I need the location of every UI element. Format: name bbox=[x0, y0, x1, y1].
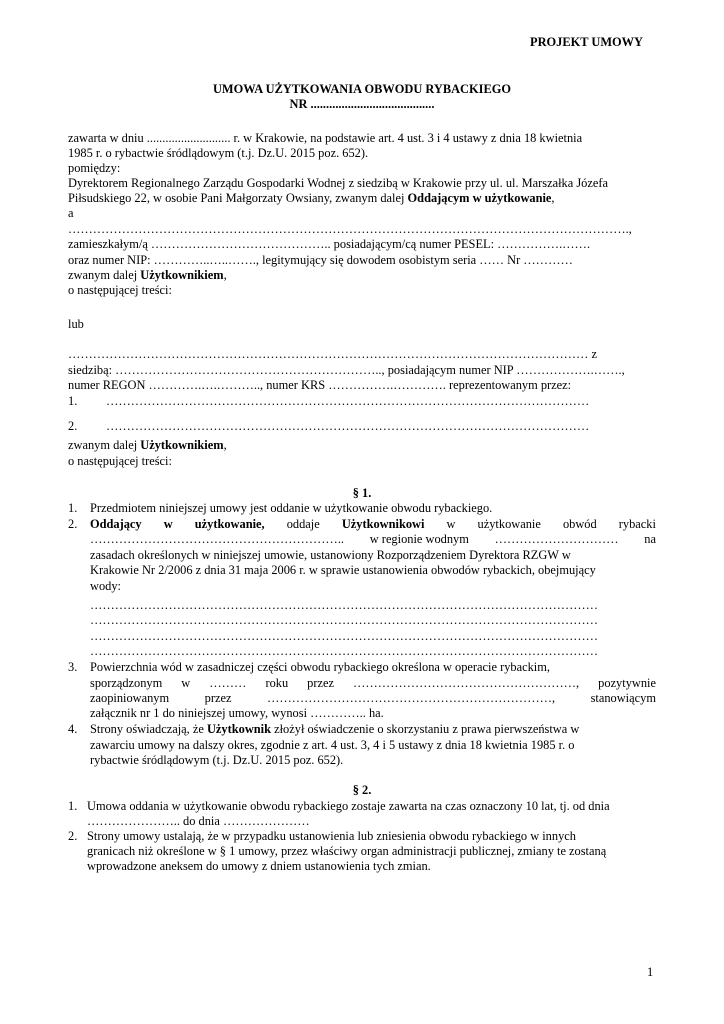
intro-user-term-text: zwanym dalej bbox=[68, 268, 141, 282]
s1-p3-number: 3. bbox=[68, 660, 78, 674]
document-title: UMOWA UŻYTKOWANIA OBWODU RYBACKIEGO bbox=[212, 82, 511, 96]
s2-p2-line-3: wprowadzone aneksem do umowy z dniem ustanowienia tych zmian. bbox=[87, 859, 431, 873]
s1-p4-line-1-c: złożył oświadczenie o skorzystaniu z prawa pierwszeństwa w bbox=[271, 722, 580, 736]
s1-p3-year-blank: ……… bbox=[209, 676, 247, 690]
s1-p3-w0: sporządzonym bbox=[90, 676, 163, 690]
intro-line-4: Dyrektorem Regionalnego Zarządu Gospodarki Wodnej z siedzibą w Krakowie przy ul. ul. Marszałka Józefa bbox=[68, 176, 608, 190]
s1-p2-w3: oddaje bbox=[286, 517, 320, 531]
s1-p1-text: Przedmiotem niniejszej umowy jest oddanie w użytkowanie obwodu rybackiego. bbox=[90, 501, 493, 515]
user-term-s1-p4: Użytkownik bbox=[206, 722, 272, 736]
s2-p2-number: 2. bbox=[68, 829, 78, 843]
s1-p2-line-2 bbox=[90, 532, 656, 547]
document-number: NR ........................................ bbox=[289, 97, 435, 111]
waters-blank-line: …………………………………………………………………………………………………………… bbox=[90, 629, 599, 643]
s1-p2-line-4: Krakowie Nr 2/2006 z dnia 31 maja 2006 r. w sprawie ustanowienia obwodów rybackich, obejmujący bbox=[90, 563, 596, 577]
intro-line-5-text: Piłsudskiego 22, w osobie Pani Małgorzaty Owsiany, zwanym dalej bbox=[68, 191, 408, 205]
alt-rep-2-blank: ……………………………………………………………………………………………………… bbox=[106, 419, 590, 433]
section-1-heading: § 1. bbox=[352, 486, 372, 500]
alt-rep-1-number: 1. bbox=[68, 394, 78, 408]
s1-p3-line-3 bbox=[90, 691, 656, 706]
alt-lub: lub bbox=[68, 317, 84, 331]
s1-p2-region-blank: ………………………… bbox=[494, 532, 619, 546]
alt-user-term-bold: Użytkownikiem bbox=[140, 438, 224, 452]
s1-p2-w1: w bbox=[163, 517, 173, 531]
intro-user-term-comma: , bbox=[223, 268, 227, 282]
alt-user-term-comma: , bbox=[223, 438, 227, 452]
alt-user-term-text: zwanym dalej bbox=[68, 438, 141, 452]
intro-line-1: zawarta w dniu ........................... r. w Krakowie, na podstawie art. 4 ust. 3 i 4 ustawy z dnia 18 kwietnia bbox=[68, 131, 583, 145]
alt-content-line: o następującej treści: bbox=[68, 454, 172, 468]
s1-p4-line-3: rybactwie śródlądowym (t.j. Dz.U. 2015 poz. 652). bbox=[90, 753, 344, 767]
s1-p3-w4: przez bbox=[307, 676, 334, 690]
s1-p3-w3: roku bbox=[265, 676, 289, 690]
s1-p4-number: 4. bbox=[68, 722, 78, 736]
s1-p3-l3-w0: zaopiniowanym bbox=[90, 691, 170, 705]
alt-company-blank: ……………………………………………………………………………………………………………… z bbox=[68, 347, 598, 361]
s1-p4-line-1 bbox=[90, 722, 579, 737]
project-label: PROJEKT UMOWY bbox=[530, 35, 644, 49]
s1-p3-author-blank: ………………………………………………, bbox=[353, 676, 580, 690]
s2-p2-line-1: Strony umowy ustalają, że w przypadku ustanowienia lub zniesienia obwodu rybackiego w innych bbox=[87, 829, 576, 843]
intro-line-6: a bbox=[68, 206, 74, 220]
alt-rep-1-blank: ……………………………………………………………………………………………………… bbox=[106, 394, 590, 408]
intro-content-line: o następującej treści: bbox=[68, 283, 172, 297]
s1-p3-line-1: Powierzchnia wód w zasadniczej części obwodu rybackiego określona w operacie rybackim, bbox=[90, 660, 550, 674]
intro-line-5-comma: , bbox=[551, 191, 555, 205]
intro-line-2: 1985 r. o rybactwie śródlądowym (t.j. Dz.U. 2015 poz. 652). bbox=[68, 146, 369, 160]
waters-blank-line: …………………………………………………………………………………………………………… bbox=[90, 598, 599, 612]
waters-blank-line: …………………………………………………………………………………………………………… bbox=[90, 644, 599, 658]
s1-p2-w8: rybacki bbox=[618, 517, 656, 531]
s1-p3-line-2 bbox=[90, 676, 656, 691]
s1-p3-w1: w bbox=[181, 676, 191, 690]
s2-p1-line-1: Umowa oddania w użytkowanie obwodu rybackiego zostaje zawarta na czas oznaczony 10 lat, tj. od dnia bbox=[87, 799, 610, 813]
lessor-term: Oddającym w użytkowanie bbox=[407, 191, 552, 205]
lessee-nip-id: oraz numer NIP: …………..…..……., legitymujący się dowodem osobistym seria …… Nr ………… bbox=[68, 253, 573, 267]
s1-p3-opinion-blank: ……………………………………………………………, bbox=[266, 691, 556, 705]
alt-user-term bbox=[68, 438, 227, 453]
section-2-heading: § 2. bbox=[352, 783, 372, 797]
s1-p2-line-3: zasadach określonych w niniejszej umowie, ustanowiony Rozporządzeniem Dyrektora RZGW w bbox=[90, 548, 571, 562]
intro-line-3: pomiędzy: bbox=[68, 161, 121, 175]
s1-p2-region-label: w regionie wodnym bbox=[369, 532, 469, 546]
alt-regon-krs: numer REGON ………….….……….., numer KRS …………….…………. reprezentowanym przez: bbox=[68, 378, 572, 392]
s1-p2-line-5: wody: bbox=[90, 579, 121, 593]
s1-p2-w5: w bbox=[446, 517, 456, 531]
s1-p2-w6: użytkowanie bbox=[477, 517, 541, 531]
user-term-s1: Użytkownikowi bbox=[341, 517, 425, 531]
alt-seat-nip: siedzibą: ……………………………………………………….., posiadającym numer NIP ……………….……., bbox=[68, 363, 625, 377]
intro-user-term bbox=[68, 268, 227, 283]
s1-p2-fishing-circuit-blank: …………………………………………………….. bbox=[90, 532, 345, 546]
s1-p4-line-1-a: Strony oświadczają, że bbox=[90, 722, 207, 736]
s1-p2-number: 2. bbox=[68, 517, 78, 531]
s2-p2-line-2: granicach niż określone w § 1 umowy, przez właściwy organ administracji publicznej, zmiany te zostaną bbox=[87, 844, 607, 858]
s1-p2-w2: użytkowanie, bbox=[194, 517, 265, 531]
s1-p3-l3-w1: przez bbox=[204, 691, 232, 705]
lessee-name-blank: ………………………………………………………………………………………………………………………., bbox=[68, 222, 632, 236]
user-term: Użytkownikiem bbox=[140, 268, 224, 282]
s1-p2-w7: obwód bbox=[562, 517, 597, 531]
intro-line-5 bbox=[68, 191, 555, 206]
lessee-address-pesel: zamieszkałym/ą …………………………………….. posiadającym/cą numer PESEL: …………….……. bbox=[68, 237, 591, 251]
s1-p2-na: na bbox=[644, 532, 656, 546]
page-number: 1 bbox=[647, 965, 654, 979]
s1-p1-number: 1. bbox=[68, 501, 78, 515]
s1-p3-w6: pozytywnie bbox=[598, 676, 656, 690]
s1-p4-line-2: zawarciu umowy na dalszy okres, zgodnie z art. 4 ust. 3, 4 i 5 ustawy z dnia 18 kwietnia 1985 r. o bbox=[90, 738, 575, 752]
s1-p3-l3-w3: stanowiącym bbox=[590, 691, 656, 705]
s2-p1-number: 1. bbox=[68, 799, 78, 813]
s1-p2-line-1 bbox=[90, 517, 656, 532]
s1-p3-line-4: załącznik nr 1 do niniejszej umowy, wynosi ………….. ha. bbox=[90, 706, 384, 720]
s2-p1-line-2: ………………….. do dnia ………………… bbox=[87, 814, 310, 828]
alt-rep-2-number: 2. bbox=[68, 419, 78, 433]
waters-blank-line: …………………………………………………………………………………………………………… bbox=[90, 613, 599, 627]
lessor-term-s1: Oddający bbox=[90, 517, 142, 531]
